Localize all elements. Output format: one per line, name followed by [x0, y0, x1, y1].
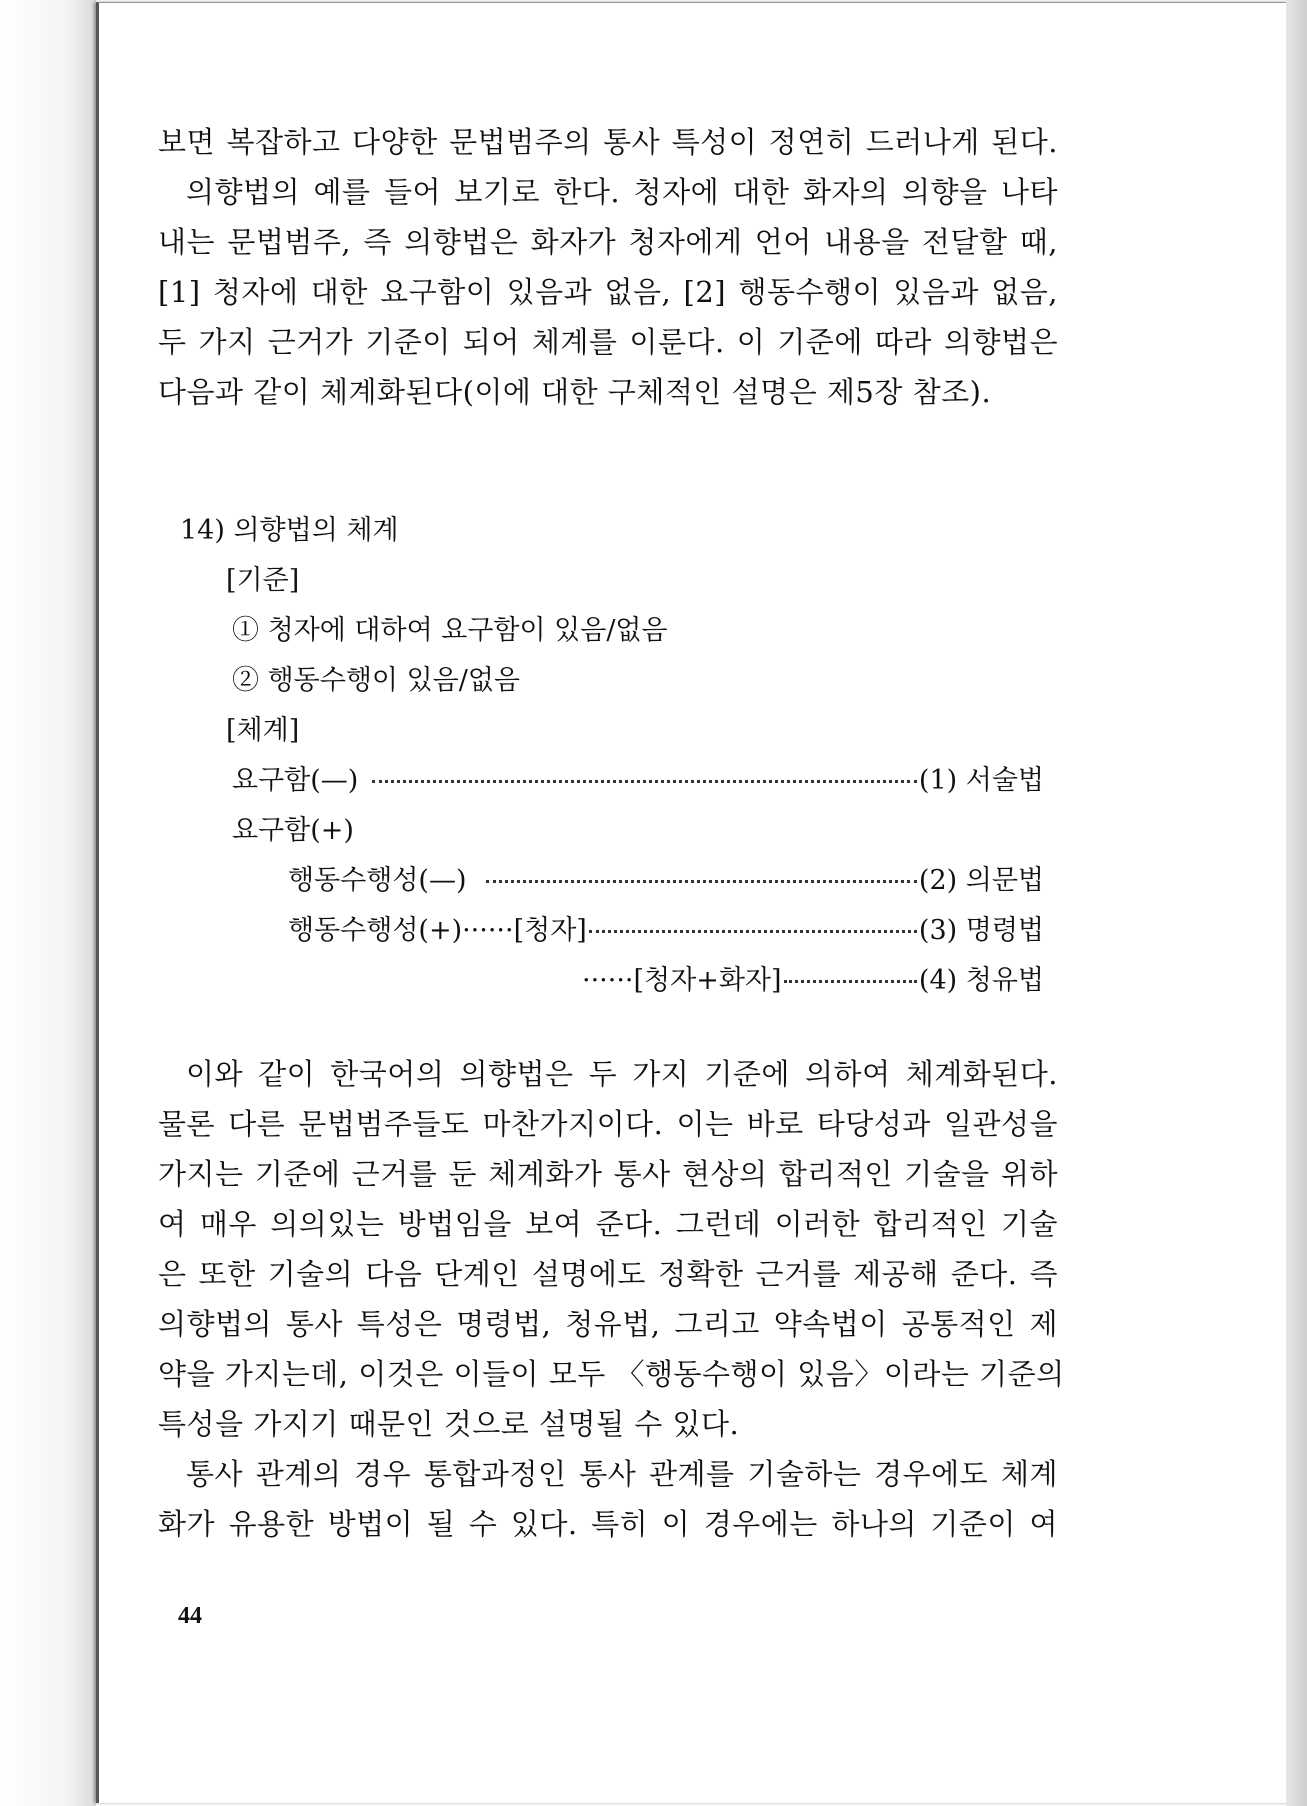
page-right-edge	[1286, 0, 1307, 1806]
row-result: (2) 의문법	[918, 865, 1044, 896]
row-label: 행동수행성(—)	[288, 865, 467, 896]
text-line: 약을 가지는데, 이것은 이들이 모두 〈행동수행이 있음〉이라는 기준의	[158, 1357, 1065, 1391]
row-result: (3) 명령법	[918, 915, 1044, 946]
system-row-2: 요구함(+)	[232, 815, 354, 846]
text-line: 통사 관계의 경우 통합과정인 통사 관계를 기술하는 경우에도 체계	[186, 1457, 1058, 1491]
row-label: 요구함(—)	[232, 765, 359, 796]
text-line: 화가 유용한 방법이 될 수 있다. 특히 이 경우에는 하나의 기준이 여	[158, 1507, 1058, 1541]
text-line: 여 매우 의의있는 방법임을 보여 준다. 그런데 이러한 합리적인 기술	[158, 1207, 1058, 1241]
text-line: [1] 청자에 대한 요구함이 있음과 없음, [2] 행동수행이 있음과 없음,	[158, 275, 1058, 309]
paragraph-1	[158, 117, 1058, 417]
text-line: 두 가지 근거가 기준이 되어 체계를 이룬다. 이 기준에 따라 의향법은	[158, 325, 1058, 359]
example-title: 14) 의향법의 체계	[180, 515, 399, 546]
dot-leader	[372, 780, 917, 783]
text-line: 은 또한 기술의 다음 단계인 설명에도 정확한 근거를 제공해 준다. 즉	[158, 1257, 1058, 1291]
system-row-1	[232, 758, 1044, 797]
dot-leader	[784, 980, 917, 983]
text-line: 내는 문법범주, 즉 의향법은 화자가 청자에게 언어 내용을 전달할 때,	[158, 225, 1058, 259]
row-label: ······[청자+화자]	[582, 965, 782, 996]
page-number: 44	[178, 1603, 202, 1629]
criterion-1: ① 청자에 대하여 요구함이 있음/없음	[232, 615, 668, 646]
text-line: 가지는 기준에 근거를 둔 체계화가 통사 현상의 합리적인 기술을 위하	[158, 1157, 1058, 1191]
row-result: (1) 서술법	[918, 765, 1044, 796]
system-header: [체계]	[226, 715, 300, 746]
system-row-3	[288, 858, 1044, 897]
dot-leader	[589, 930, 917, 933]
dot-leader	[486, 880, 916, 883]
text-line: 의향법의 예를 들어 보기로 한다. 청자에 대한 화자의 의향을 나타	[186, 175, 1058, 209]
system-row-5	[582, 958, 1044, 997]
page-left-shadow	[0, 0, 96, 1806]
criteria-header: [기준]	[226, 565, 300, 596]
text-line: 이와 같이 한국어의 의향법은 두 가지 기준에 의하여 체계화된다.	[186, 1057, 1058, 1091]
row-label: 행동수행성(+)······[청자]	[288, 915, 587, 946]
row-result: (4) 청유법	[918, 965, 1044, 996]
system-row-4	[288, 908, 1044, 947]
text-line: 보면 복잡하고 다양한 문법범주의 통사 특성이 정연히 드러나게 된다.	[158, 125, 1058, 159]
criterion-2: ② 행동수행이 있음/없음	[232, 665, 520, 696]
text-line: 물론 다른 문법범주들도 마찬가지이다. 이는 바로 타당성과 일관성을	[158, 1107, 1058, 1141]
text-line: 특성을 가지기 때문인 것으로 설명될 수 있다.	[158, 1407, 740, 1441]
paragraph-2	[158, 1049, 1065, 1549]
text-line: 의향법의 통사 특성은 명령법, 청유법, 그리고 약속법이 공통적인 제	[158, 1307, 1058, 1341]
text-line: 다음과 같이 체계화된다(이에 대한 구체적인 설명은 제5장 참조).	[158, 375, 992, 409]
example-14	[170, 508, 1050, 996]
